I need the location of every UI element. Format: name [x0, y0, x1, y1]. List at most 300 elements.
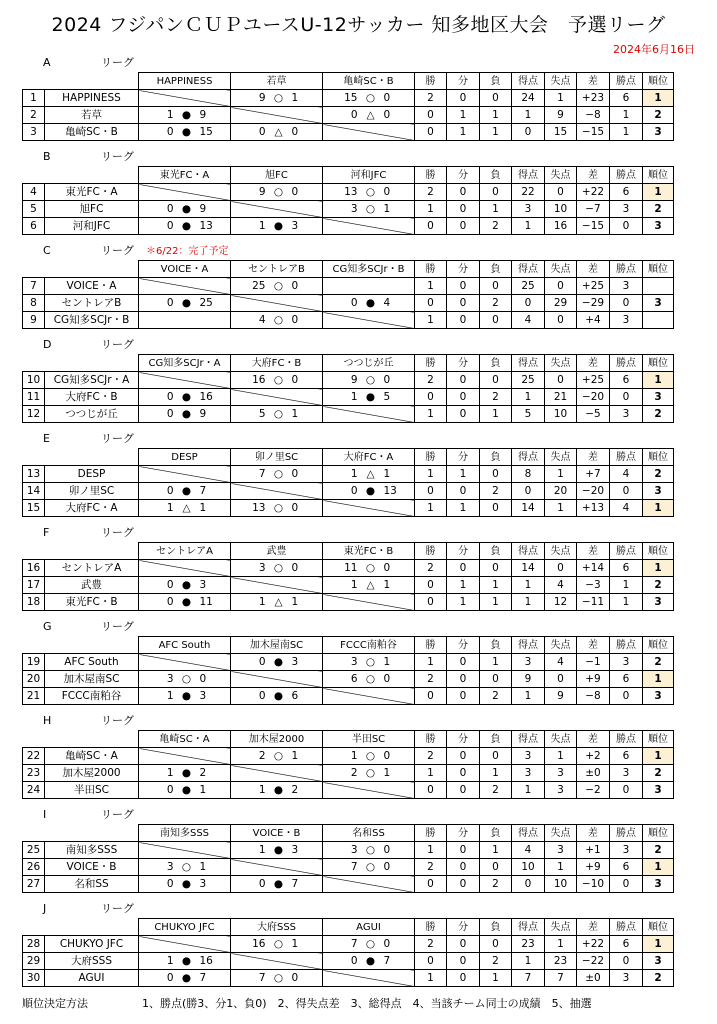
- draws: 0: [447, 295, 480, 312]
- table-header-row: [23, 73, 674, 90]
- goal-difference: +4: [577, 312, 610, 329]
- result-mark: ○: [273, 561, 284, 574]
- goals-conceded: 10: [545, 876, 577, 893]
- match-result: [231, 467, 322, 482]
- goals-against: 0: [291, 971, 299, 984]
- goals-against: 3: [199, 877, 207, 890]
- match-result-cell: [139, 406, 231, 423]
- points: 3: [610, 842, 643, 859]
- self-match-cell: [323, 782, 415, 799]
- goals-for: 0: [350, 954, 358, 967]
- goals-conceded: 15: [545, 124, 577, 141]
- self-match-cell: [139, 654, 231, 671]
- team-rank: 2: [643, 201, 674, 218]
- table-row: [23, 765, 674, 782]
- goal-difference: −3: [577, 577, 610, 594]
- header-stat: 負: [480, 355, 512, 372]
- match-result-cell: [231, 748, 323, 765]
- goals-scored: 1: [512, 577, 545, 594]
- goal-difference: −5: [577, 406, 610, 423]
- header-team: FCCC南粕谷: [323, 637, 415, 654]
- draws: 1: [447, 577, 480, 594]
- table-row: [23, 688, 674, 705]
- team-rank: 3: [643, 295, 674, 312]
- goals-for: 0: [166, 877, 174, 890]
- match-result-cell: [323, 90, 415, 107]
- team-number: 3: [23, 124, 45, 141]
- team-rank: 1: [643, 936, 674, 953]
- group-label: [43, 54, 134, 72]
- match-result: [323, 578, 414, 593]
- result-mark: ○: [273, 373, 284, 386]
- goals-scored: 22: [512, 184, 545, 201]
- header-blank: [23, 449, 45, 466]
- header-stat: 勝点: [610, 825, 643, 842]
- losses: 0: [480, 466, 512, 483]
- group-label: [43, 900, 134, 918]
- match-result: [323, 561, 414, 576]
- result-mark: ○: [181, 672, 192, 685]
- goals-conceded: 12: [545, 594, 577, 611]
- wins: 0: [415, 124, 447, 141]
- goals-against: 0: [199, 672, 207, 685]
- points: 3: [610, 765, 643, 782]
- goals-scored: 0: [512, 876, 545, 893]
- team-rank: 3: [643, 876, 674, 893]
- goals-scored: 1: [512, 389, 545, 406]
- losses: 1: [480, 577, 512, 594]
- match-result: [231, 877, 322, 892]
- match-result: [231, 843, 322, 858]
- match-result: [323, 91, 414, 106]
- losses: 2: [480, 688, 512, 705]
- header-stat: 勝: [415, 355, 447, 372]
- table-row: [23, 389, 674, 406]
- league-suffix: リーグ: [101, 714, 134, 727]
- match-result-cell: [231, 560, 323, 577]
- self-match-cell: [139, 560, 231, 577]
- team-number: 17: [23, 577, 45, 594]
- goals-against: 0: [291, 279, 299, 292]
- result-mark: ○: [181, 860, 192, 873]
- table-header-row: [23, 825, 674, 842]
- draws: 0: [447, 748, 480, 765]
- self-match-cell: [323, 218, 415, 235]
- header-team: AFC South: [139, 637, 231, 654]
- result-mark: ●: [181, 484, 192, 497]
- header-stat: 勝: [415, 919, 447, 936]
- goals-scored: 0: [512, 295, 545, 312]
- league-suffix: リーグ: [101, 150, 134, 163]
- goals-conceded: 3: [545, 782, 577, 799]
- team-name: セントレアA: [45, 560, 139, 577]
- team-name: つつじが丘: [45, 406, 139, 423]
- header-stat: 得点: [512, 731, 545, 748]
- losses: 1: [480, 842, 512, 859]
- self-match-cell: [139, 842, 231, 859]
- header-team: セントレアA: [139, 543, 231, 560]
- goals-conceded: 10: [545, 406, 577, 423]
- match-result-cell: [231, 312, 323, 329]
- unplayed-match-cell: [323, 278, 415, 295]
- ranking-method-label: 順位決定方法: [22, 997, 88, 1010]
- result-mark: ○: [273, 937, 284, 950]
- league-group: [22, 54, 698, 148]
- result-mark: ○: [365, 373, 376, 386]
- goals-for: 0: [258, 655, 266, 668]
- goals-conceded: 4: [545, 577, 577, 594]
- goals-against: 0: [383, 373, 391, 386]
- group-letter: C: [43, 244, 51, 257]
- wins: 1: [415, 654, 447, 671]
- table-header-row: [23, 355, 674, 372]
- wins: 2: [415, 184, 447, 201]
- goals-against: 11: [199, 595, 213, 608]
- goals-against: 0: [291, 561, 299, 574]
- draws: 1: [447, 500, 480, 517]
- match-result: [139, 202, 230, 217]
- match-result: [323, 390, 414, 405]
- wins: 2: [415, 748, 447, 765]
- goals-for: 0: [166, 296, 174, 309]
- match-result: [139, 484, 230, 499]
- goal-difference: +14: [577, 560, 610, 577]
- goals-for: 9: [258, 91, 266, 104]
- ranking-method: [22, 995, 592, 1011]
- result-mark: ●: [181, 595, 192, 608]
- header-stat: 失点: [545, 731, 577, 748]
- losses: 1: [480, 970, 512, 987]
- match-result: [139, 783, 230, 798]
- goals-conceded: 9: [545, 107, 577, 124]
- team-name: VOICE・A: [45, 278, 139, 295]
- header-stat: 差: [577, 919, 610, 936]
- group-letter: I: [43, 808, 47, 821]
- group-label: [43, 336, 134, 354]
- result-mark: ●: [181, 202, 192, 215]
- wins: 2: [415, 936, 447, 953]
- wins: 2: [415, 671, 447, 688]
- team-rank: 1: [643, 748, 674, 765]
- table-row: [23, 671, 674, 688]
- team-number: 24: [23, 782, 45, 799]
- goals-against: 1: [291, 937, 299, 950]
- goals-against: 13: [383, 484, 397, 497]
- goals-for: 1: [258, 783, 266, 796]
- header-stat: 差: [577, 731, 610, 748]
- header-team: CG知多SCJr・A: [139, 355, 231, 372]
- goals-against: 25: [199, 296, 213, 309]
- group-label: [43, 242, 228, 260]
- goals-scored: 1: [512, 107, 545, 124]
- goal-difference: +9: [577, 859, 610, 876]
- result-mark: ○: [273, 749, 284, 762]
- goals-for: 0: [166, 390, 174, 403]
- team-number: 16: [23, 560, 45, 577]
- self-match-cell: [231, 389, 323, 406]
- goals-for: 0: [166, 125, 174, 138]
- losses: 2: [480, 295, 512, 312]
- match-result-cell: [231, 90, 323, 107]
- team-name: FCCC南粕谷: [45, 688, 139, 705]
- goals-for: 2: [350, 766, 358, 779]
- team-name: セントレアB: [45, 295, 139, 312]
- goals-for: 0: [258, 125, 266, 138]
- goals-for: 3: [350, 655, 358, 668]
- goals-for: 1: [258, 843, 266, 856]
- goals-against: 0: [383, 672, 391, 685]
- team-number: 9: [23, 312, 45, 329]
- header-stat: 順位: [643, 543, 674, 560]
- goals-for: 0: [166, 783, 174, 796]
- league-table: [22, 166, 674, 235]
- match-result-cell: [139, 970, 231, 987]
- match-result-cell: [323, 765, 415, 782]
- goals-against: 15: [199, 125, 213, 138]
- wins: 0: [415, 594, 447, 611]
- header-stat: 勝: [415, 543, 447, 560]
- league-table: [22, 730, 674, 799]
- team-number: 10: [23, 372, 45, 389]
- match-result: [323, 655, 414, 670]
- header-stat: 失点: [545, 543, 577, 560]
- header-team: 南知多SSS: [139, 825, 231, 842]
- match-result: [139, 877, 230, 892]
- goal-difference: ±0: [577, 765, 610, 782]
- wins: 0: [415, 876, 447, 893]
- header-stat: 差: [577, 449, 610, 466]
- match-result-cell: [231, 500, 323, 517]
- goals-against: 9: [199, 108, 207, 121]
- header-blank: [45, 543, 139, 560]
- table-row: [23, 859, 674, 876]
- header-blank: [45, 637, 139, 654]
- header-blank: [23, 73, 45, 90]
- wins: 0: [415, 107, 447, 124]
- table-header-row: [23, 543, 674, 560]
- header-stat: 負: [480, 731, 512, 748]
- match-result: [231, 91, 322, 106]
- league-table: [22, 448, 674, 517]
- league-suffix: リーグ: [101, 620, 134, 633]
- goals-against: 3: [199, 578, 207, 591]
- header-blank: [45, 919, 139, 936]
- goals-against: 1: [383, 467, 391, 480]
- result-mark: ●: [181, 971, 192, 984]
- draws: 0: [447, 218, 480, 235]
- header-stat: 勝: [415, 261, 447, 278]
- match-result-cell: [231, 782, 323, 799]
- match-result-cell: [323, 859, 415, 876]
- result-mark: ●: [181, 296, 192, 309]
- match-result-cell: [139, 876, 231, 893]
- goals-scored: 4: [512, 312, 545, 329]
- team-number: 11: [23, 389, 45, 406]
- points: 0: [610, 218, 643, 235]
- team-number: 12: [23, 406, 45, 423]
- match-result: [323, 373, 414, 388]
- result-mark: ○: [365, 843, 376, 856]
- header-stat: 失点: [545, 825, 577, 842]
- goals-conceded: 3: [545, 842, 577, 859]
- header-stat: 得点: [512, 261, 545, 278]
- points: 0: [610, 876, 643, 893]
- goals-scored: 1: [512, 688, 545, 705]
- goals-for: 1: [166, 108, 174, 121]
- losses: 1: [480, 201, 512, 218]
- result-mark: ○: [273, 467, 284, 480]
- header-stat: 勝点: [610, 73, 643, 90]
- team-name: 河和JFC: [45, 218, 139, 235]
- header-stat: 得点: [512, 637, 545, 654]
- team-rank: 2: [643, 765, 674, 782]
- match-result: [323, 484, 414, 499]
- losses: 1: [480, 654, 512, 671]
- table-row: [23, 184, 674, 201]
- header-stat: 勝点: [610, 919, 643, 936]
- losses: 2: [480, 483, 512, 500]
- goals-conceded: 16: [545, 218, 577, 235]
- points: 6: [610, 671, 643, 688]
- losses: 0: [480, 184, 512, 201]
- header-team: DESP: [139, 449, 231, 466]
- page-title: 2024 フジパンＣＵＰユースU-12サッカー 知多地区大会 予選リーグ: [51, 14, 666, 36]
- match-result: [231, 373, 322, 388]
- goals-for: 7: [258, 971, 266, 984]
- header-team: 加木屋2000: [231, 731, 323, 748]
- match-result-cell: [139, 483, 231, 500]
- match-result-cell: [231, 184, 323, 201]
- points: 0: [610, 688, 643, 705]
- header-stat: 負: [480, 261, 512, 278]
- goals-for: 0: [350, 296, 358, 309]
- team-name: CG知多SCJr・A: [45, 372, 139, 389]
- header-stat: 順位: [643, 919, 674, 936]
- goals-against: 0: [383, 843, 391, 856]
- header-stat: 失点: [545, 449, 577, 466]
- table-row: [23, 312, 674, 329]
- header-team: AGUI: [323, 919, 415, 936]
- match-result: [323, 185, 414, 200]
- match-result-cell: [231, 124, 323, 141]
- goal-difference: +25: [577, 372, 610, 389]
- draws: 0: [447, 654, 480, 671]
- match-result-cell: [231, 876, 323, 893]
- goal-difference: ±0: [577, 970, 610, 987]
- match-result-cell: [139, 594, 231, 611]
- header-stat: 勝: [415, 73, 447, 90]
- team-rank: 2: [643, 466, 674, 483]
- goals-conceded: 4: [545, 654, 577, 671]
- result-mark: ●: [365, 954, 376, 967]
- self-match-cell: [231, 859, 323, 876]
- group-note: ＊6/22：完了予定: [146, 246, 229, 257]
- goals-for: 13: [344, 185, 358, 198]
- goals-for: 4: [258, 313, 266, 326]
- draws: 1: [447, 594, 480, 611]
- result-mark: ●: [181, 766, 192, 779]
- header-stat: 得点: [512, 825, 545, 842]
- draws: 0: [447, 372, 480, 389]
- team-number: 30: [23, 970, 45, 987]
- wins: 2: [415, 372, 447, 389]
- header-stat: 失点: [545, 73, 577, 90]
- goals-scored: 4: [512, 842, 545, 859]
- result-mark: ●: [181, 689, 192, 702]
- header-stat: 失点: [545, 919, 577, 936]
- goals-against: 1: [383, 655, 391, 668]
- header-stat: 得点: [512, 355, 545, 372]
- wins: 1: [415, 312, 447, 329]
- team-number: 26: [23, 859, 45, 876]
- match-result: [231, 749, 322, 764]
- result-mark: ●: [181, 877, 192, 890]
- goals-against: 1: [291, 91, 299, 104]
- header-stat: 順位: [643, 825, 674, 842]
- team-name: 名和SS: [45, 876, 139, 893]
- goals-conceded: 29: [545, 295, 577, 312]
- header-stat: 勝: [415, 637, 447, 654]
- header-stat: 勝点: [610, 637, 643, 654]
- header-team: 旭FC: [231, 167, 323, 184]
- result-mark: ●: [181, 783, 192, 796]
- result-mark: ○: [365, 766, 376, 779]
- header-team: 大府SSS: [231, 919, 323, 936]
- self-match-cell: [139, 466, 231, 483]
- goals-against: 1: [383, 578, 391, 591]
- team-name: AGUI: [45, 970, 139, 987]
- goals-for: 1: [166, 766, 174, 779]
- points: 6: [610, 748, 643, 765]
- goals-for: 0: [258, 877, 266, 890]
- header-stat: 分: [447, 825, 480, 842]
- header-stat: 差: [577, 261, 610, 278]
- points: 3: [610, 201, 643, 218]
- goals-conceded: 21: [545, 389, 577, 406]
- points: 3: [610, 970, 643, 987]
- goals-scored: 1: [512, 218, 545, 235]
- match-result: [139, 672, 230, 687]
- result-mark: ●: [181, 108, 192, 121]
- wins: 0: [415, 782, 447, 799]
- losses: 0: [480, 278, 512, 295]
- header-stat: 順位: [643, 167, 674, 184]
- result-mark: ●: [273, 877, 284, 890]
- league-group: [22, 242, 698, 336]
- goals-for: 2: [258, 749, 266, 762]
- draws: 0: [447, 90, 480, 107]
- losses: 2: [480, 389, 512, 406]
- goals-for: 7: [350, 937, 358, 950]
- losses: 2: [480, 218, 512, 235]
- result-mark: ●: [273, 655, 284, 668]
- header-stat: 分: [447, 919, 480, 936]
- match-result-cell: [139, 218, 231, 235]
- group-letter: G: [43, 620, 52, 633]
- goal-difference: −20: [577, 483, 610, 500]
- goal-difference: +23: [577, 90, 610, 107]
- header-stat: 負: [480, 919, 512, 936]
- table-header-row: [23, 731, 674, 748]
- goals-for: 3: [166, 860, 174, 873]
- result-mark: ○: [273, 501, 284, 514]
- team-number: 7: [23, 278, 45, 295]
- goals-against: 7: [383, 954, 391, 967]
- header-stat: 負: [480, 167, 512, 184]
- draws: 0: [447, 842, 480, 859]
- draws: 0: [447, 688, 480, 705]
- table-header-row: [23, 167, 674, 184]
